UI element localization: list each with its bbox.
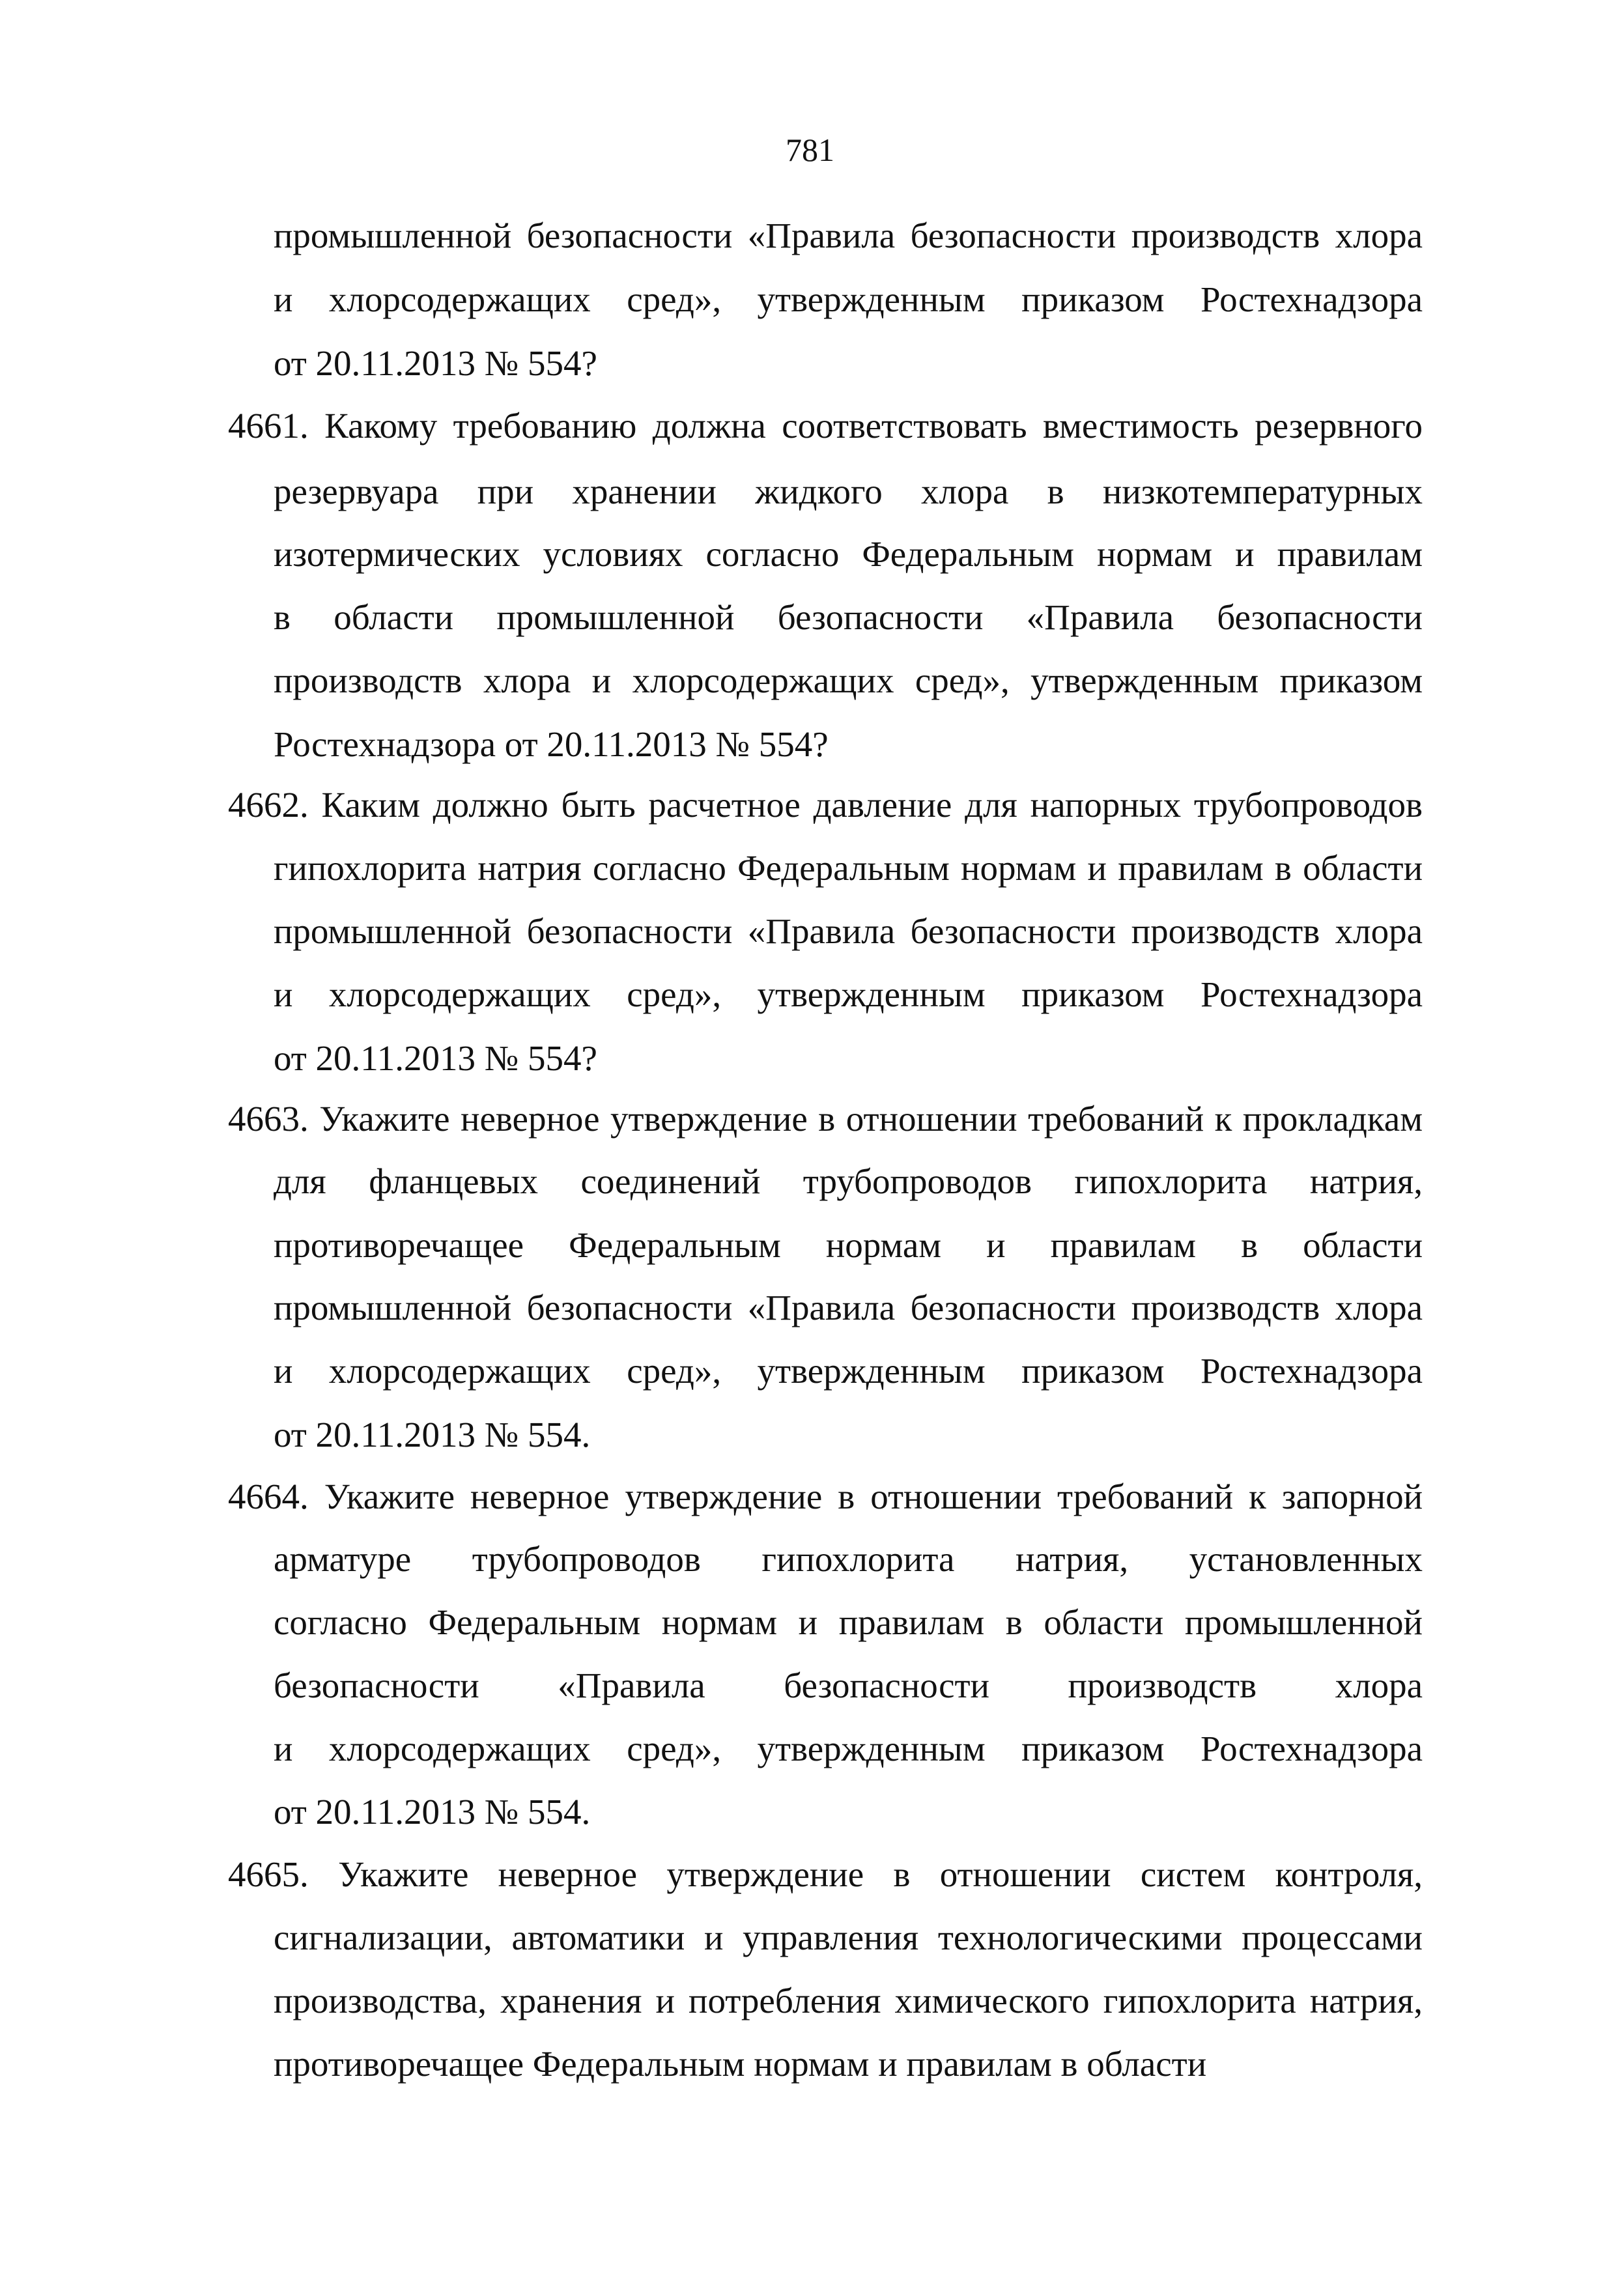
question-item-start xyxy=(228,1093,1423,1145)
question-item-start xyxy=(228,779,1423,831)
text-line: в области промышленной безопасности «Правила безопасности xyxy=(274,597,1423,637)
text-line: и хлорсодержащих сред», утвержденным приказом Ростехнадзора xyxy=(274,279,1423,319)
question-item-start xyxy=(228,1471,1423,1523)
item-number: 4662. xyxy=(228,785,322,825)
item-text: Какому требованию должна соответствовать вместимость резервного xyxy=(324,406,1423,446)
item-text: Укажите неверное утверждение в отношении требований к запорной xyxy=(324,1477,1423,1516)
text-line: от 20.11.2013 № 554. xyxy=(274,1415,591,1454)
question-item-start xyxy=(228,400,1423,452)
text-line: от 20.11.2013 № 554? xyxy=(274,1038,597,1078)
text-line: сигнализации, автоматики и управления технологическими процессами xyxy=(274,1918,1423,1957)
text-line: и хлорсодержащих сред», утвержденным приказом Ростехнадзора xyxy=(274,974,1423,1014)
item-number: 4663. xyxy=(228,1099,320,1139)
page-number: 781 xyxy=(786,132,834,168)
text-line: производства, хранения и потребления химического гипохлорита натрия, xyxy=(274,1981,1423,2020)
item-text: Каким должно быть расчетное давление для напорных трубопроводов xyxy=(321,785,1423,825)
text-line: промышленной безопасности «Правила безопасности производств хлора xyxy=(274,216,1423,255)
text-line: изотермических условиях согласно Федеральным нормам и правилам xyxy=(274,534,1423,574)
item-text: Укажите неверное утверждение в отношении систем контроля, xyxy=(338,1854,1423,1894)
text-line: противоречащее Федеральным нормам и правилам в области xyxy=(274,1225,1423,1265)
text-line: безопасности «Правила безопасности производств хлора xyxy=(274,1665,1423,1705)
text-line: от 20.11.2013 № 554? xyxy=(274,343,597,383)
item-text: Укажите неверное утверждение в отношении требований к прокладкам xyxy=(319,1099,1423,1139)
text-line: от 20.11.2013 № 554. xyxy=(274,1792,591,1832)
question-item-start xyxy=(228,1849,1423,1901)
text-line: промышленной безопасности «Правила безопасности производств хлора xyxy=(274,1288,1423,1327)
text-line: и хлорсодержащих сред», утвержденным приказом Ростехнадзора xyxy=(274,1351,1423,1391)
text-line: для фланцевых соединений трубопроводов гипохлорита натрия, xyxy=(274,1161,1423,1201)
item-number: 4661. xyxy=(228,406,325,446)
text-line: арматуре трубопроводов гипохлорита натрия, установленных xyxy=(274,1539,1423,1579)
text-line: противоречащее Федеральным нормам и правилам в области xyxy=(274,2044,1207,2084)
item-number: 4665. xyxy=(228,1854,339,1894)
item-number: 4664. xyxy=(228,1477,324,1516)
text-line: промышленной безопасности «Правила безопасности производств хлора xyxy=(274,911,1423,951)
text-line: Ростехнадзора от 20.11.2013 № 554? xyxy=(274,724,829,764)
text-line: гипохлорита натрия согласно Федеральным нормам и правилам в области xyxy=(274,848,1423,888)
text-line: резервуара при хранении жидкого хлора в низкотемпературных xyxy=(274,472,1423,511)
text-line: производств хлора и хлорсодержащих сред», утвержденным приказом xyxy=(274,660,1423,700)
text-line: согласно Федеральным нормам и правилам в области промышленной xyxy=(274,1602,1423,1642)
text-line: и хлорсодержащих сред», утвержденным приказом Ростехнадзора xyxy=(274,1729,1423,1768)
